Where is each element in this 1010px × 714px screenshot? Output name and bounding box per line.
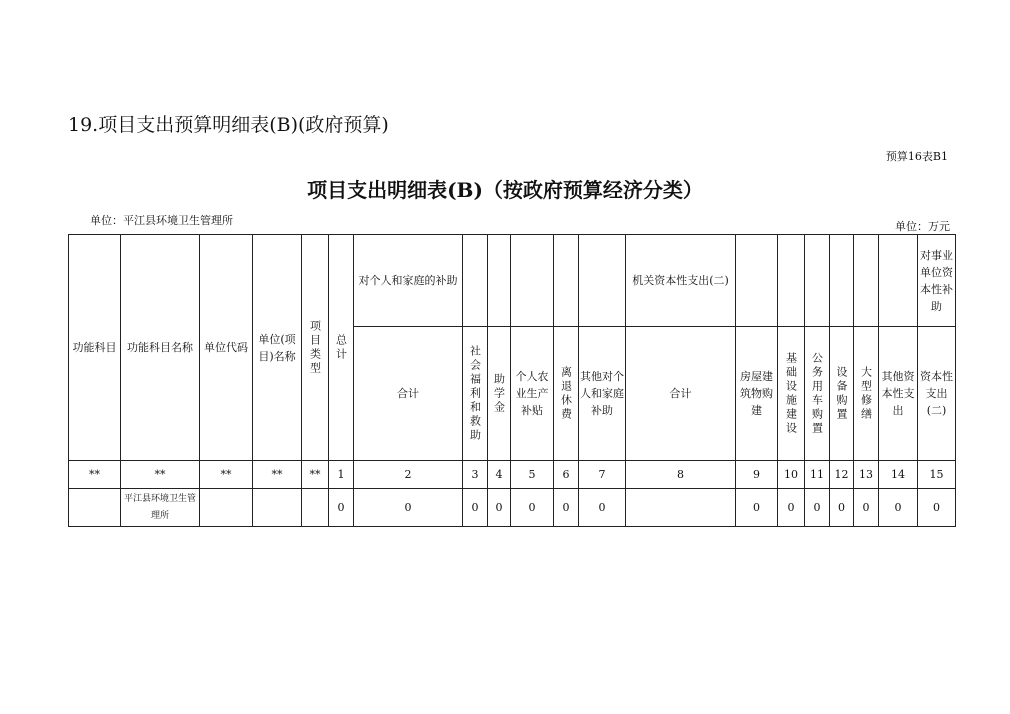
- header-retirement: 离退休费: [554, 327, 579, 461]
- header-house-purchase: 房屋建筑物购建: [736, 327, 778, 461]
- budget-detail-table: [68, 234, 956, 527]
- header-welfare: 社会福利和救助: [463, 327, 488, 461]
- data-cell-20: 0: [918, 489, 956, 527]
- index-cell-17: 12: [830, 461, 854, 489]
- header-official-car: 公务用车购置: [805, 327, 830, 461]
- index-cell-8: 3: [463, 461, 488, 489]
- index-cell-5: **: [302, 461, 329, 489]
- index-cell-4: **: [253, 461, 302, 489]
- data-cell-3: [200, 489, 253, 527]
- table-title: 项目支出明细表(B)（按政府预算经济分类）: [307, 178, 703, 202]
- reporting-unit: 单位：平江县环境卫生管理所: [90, 214, 233, 227]
- data-cell-14: 0: [736, 489, 778, 527]
- header-equipment: 设备购置: [830, 327, 854, 461]
- data-cell-12: 0: [579, 489, 626, 527]
- header-group-public: 对事业单位资本性补助: [918, 235, 956, 327]
- header-capital-total: 合计: [626, 327, 736, 461]
- money-unit: 单位：万元: [895, 220, 950, 233]
- data-cell-10: 0: [511, 489, 554, 527]
- data-cell-18: 0: [854, 489, 879, 527]
- data-cell-2: 平江县环境卫生管理所: [121, 489, 200, 527]
- data-cell-15: 0: [778, 489, 805, 527]
- header-student-aid: 助学金: [488, 327, 511, 461]
- index-cell-6: 1: [329, 461, 354, 489]
- header-other-personal: 其他对个人和家庭补助: [579, 327, 626, 461]
- data-cell-4: [253, 489, 302, 527]
- data-cell-9: 0: [488, 489, 511, 527]
- data-cell-11: 0: [554, 489, 579, 527]
- header-group-capital: 机关资本性支出(二): [626, 235, 736, 327]
- header-item-type: 项目类型: [302, 235, 329, 461]
- index-cell-20: 15: [918, 461, 956, 489]
- index-cell-2: **: [121, 461, 200, 489]
- index-cell-18: 13: [854, 461, 879, 489]
- header-personal-total: 合计: [354, 327, 463, 461]
- data-cell-8: 0: [463, 489, 488, 527]
- header-total: 总计: [329, 235, 354, 461]
- index-cell-10: 5: [511, 461, 554, 489]
- data-cell-5: [302, 489, 329, 527]
- index-cell-13: 8: [626, 461, 736, 489]
- header-row-group: [69, 235, 956, 327]
- index-cell-19: 14: [879, 461, 918, 489]
- index-cell-7: 2: [354, 461, 463, 489]
- index-cell-14: 9: [736, 461, 778, 489]
- data-cell-13: [626, 489, 736, 527]
- header-public-capital: 资本性支出(二): [918, 327, 956, 461]
- header-infrastructure: 基础设施建设: [778, 327, 805, 461]
- header-other-capital: 其他资本性支出: [879, 327, 918, 461]
- index-cell-1: **: [69, 461, 121, 489]
- index-cell-3: **: [200, 461, 253, 489]
- header-unit-code: 单位代码: [200, 235, 253, 461]
- index-cell-11: 6: [554, 461, 579, 489]
- data-cell-19: 0: [879, 489, 918, 527]
- header-group-personal: 对个人和家庭的补助: [354, 235, 463, 327]
- page-heading: 19.项目支出预算明细表(B)(政府预算): [68, 114, 389, 136]
- data-cell-16: 0: [805, 489, 830, 527]
- form-code: 预算16表B1: [885, 150, 948, 163]
- index-cell-9: 4: [488, 461, 511, 489]
- index-row: [69, 461, 956, 489]
- header-major-repair: 大型修缮: [854, 327, 879, 461]
- header-agri-subsidy: 个人农业生产补贴: [511, 327, 554, 461]
- data-cell-1: [69, 489, 121, 527]
- index-cell-15: 10: [778, 461, 805, 489]
- header-func-name: 功能科目名称: [121, 235, 200, 461]
- data-row: [69, 489, 956, 527]
- data-cell-7: 0: [354, 489, 463, 527]
- header-func-code: 功能科目: [69, 235, 121, 461]
- data-cell-17: 0: [830, 489, 854, 527]
- data-cell-6: 0: [329, 489, 354, 527]
- index-cell-12: 7: [579, 461, 626, 489]
- index-cell-16: 11: [805, 461, 830, 489]
- header-unit-name: 单位(项目)名称: [253, 235, 302, 461]
